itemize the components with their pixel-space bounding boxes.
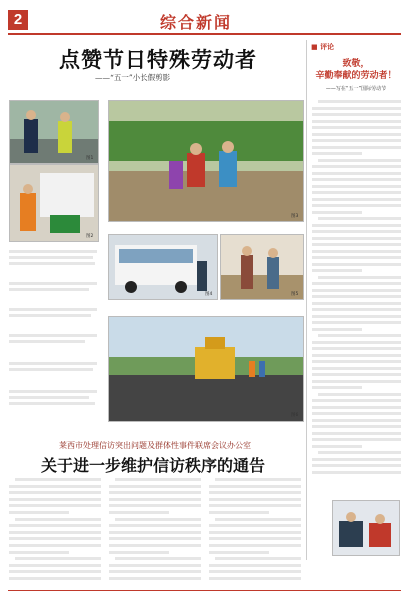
commentary-text-line	[312, 263, 401, 266]
photo-label-3: 图3	[291, 214, 299, 219]
commentary-text-line	[312, 178, 401, 181]
commentary-tag: ■ 评论	[311, 43, 335, 51]
commentary-text-line	[312, 230, 401, 233]
notice-text-line	[209, 504, 301, 507]
notice-text-line	[9, 577, 101, 580]
notice-text-line	[9, 544, 101, 547]
notice-text-line	[209, 531, 301, 534]
notice-text-line	[209, 491, 301, 494]
commentary-text-line	[312, 347, 401, 350]
notice-text-line	[9, 551, 69, 554]
notice-text-line	[109, 491, 201, 494]
notice-text-line	[209, 511, 269, 514]
commentary-text-line	[312, 432, 401, 435]
commentary-title-line1: 致敬，	[342, 59, 370, 69]
commentary-text-line	[312, 315, 401, 318]
section-title: 综合新闻	[160, 13, 233, 32]
commentary-text-line	[312, 256, 401, 259]
commentary-text-line	[318, 393, 401, 396]
photo-traffic-police-image	[10, 101, 98, 163]
commentary-text-line	[312, 386, 362, 389]
commentary-text-line	[318, 451, 401, 454]
commentary-text-line	[312, 373, 401, 376]
commentary-text-line	[312, 341, 401, 344]
notice-body	[9, 478, 301, 586]
commentary-text-line	[312, 295, 401, 298]
notice-text-line	[109, 537, 201, 540]
commentary-text-line	[318, 159, 401, 162]
notice-text-line	[209, 498, 301, 501]
commentary-text-line	[312, 224, 401, 227]
notice-text-line	[109, 570, 201, 573]
commentary-text-line	[312, 165, 401, 168]
notice-text-line	[15, 518, 101, 521]
commentary-text-line	[312, 146, 401, 149]
commentary-text-line	[312, 126, 401, 129]
notice-text-line	[209, 570, 301, 573]
notice-text-line	[209, 564, 301, 567]
feature-headline: 点赞节日特殊劳动者	[59, 47, 257, 72]
notice-text-line	[109, 564, 201, 567]
notice-text-line	[109, 544, 201, 547]
commentary-text-line	[312, 471, 401, 474]
commentary-text-line	[312, 139, 401, 142]
commentary-text-line	[312, 412, 401, 415]
commentary-text-line	[318, 334, 401, 337]
photo-planting-image	[109, 101, 303, 221]
commentary-text-line	[312, 269, 362, 272]
photo-label-6: 图6	[291, 413, 299, 418]
photo-orchard	[220, 234, 304, 300]
notice-text-line	[9, 524, 101, 527]
photo-sanitation	[9, 164, 99, 242]
feature-subhead: ——“五一”小长假剪影	[95, 73, 171, 82]
notice-text-line	[109, 577, 201, 580]
notice-text-line	[109, 551, 169, 554]
commentary-text-line	[312, 289, 401, 292]
notice-text-line	[109, 485, 201, 488]
notice-text-line	[209, 577, 301, 580]
commentary-text-line	[312, 120, 401, 123]
commentary-text-line	[312, 367, 401, 370]
page-number: 2	[8, 10, 28, 30]
notice-text-line	[209, 485, 301, 488]
photo-bus	[108, 234, 218, 300]
notice-text-line	[9, 531, 101, 534]
commentary-text-line	[312, 360, 401, 363]
photo-label-5: 图5	[291, 292, 299, 297]
commentary-text-line	[312, 438, 401, 441]
commentary-text-line	[312, 406, 401, 409]
commentary-text-line	[312, 380, 401, 383]
commentary-title-line2: 辛勤奉献的劳动者！	[315, 71, 397, 81]
commentary-text-line	[312, 191, 401, 194]
commentary-text-line	[312, 282, 401, 285]
notice-text-line	[9, 564, 101, 567]
commentary-text-line	[312, 328, 362, 331]
photo-label-4: 图4	[205, 292, 213, 297]
notice-text-line	[115, 478, 201, 481]
commentary-text-line	[312, 198, 401, 201]
photo-commentary-image	[333, 501, 399, 555]
notice-text-line	[109, 498, 201, 501]
notice-text-line	[9, 491, 101, 494]
commentary-text-line	[312, 172, 401, 175]
photo-label-2: 图2	[86, 234, 94, 239]
photo-commentary	[332, 500, 400, 556]
notice-text-line	[209, 551, 269, 554]
commentary-text-line	[318, 217, 401, 220]
notice-text-line	[109, 511, 169, 514]
commentary-text-line	[312, 152, 362, 155]
commentary-text-line	[312, 133, 401, 136]
photo-sanitation-image	[10, 165, 98, 241]
masthead-rule	[8, 33, 401, 35]
commentary-text-line	[318, 276, 401, 279]
notice-text-line	[209, 524, 301, 527]
notice-text-line	[209, 537, 301, 540]
commentary-text-line	[312, 211, 362, 214]
photo-orchard-image	[221, 235, 303, 299]
notice-text-line	[115, 557, 201, 560]
commentary-text-line	[312, 237, 401, 240]
commentary-text-line	[312, 308, 401, 311]
commentary-text-line	[312, 250, 401, 253]
photo-label-1: 图1	[86, 156, 94, 161]
notice-text-line	[15, 557, 101, 560]
commentary-text-line	[318, 100, 401, 103]
notice-text-line	[109, 524, 201, 527]
commentary-text-line	[312, 204, 401, 207]
commentary-body	[312, 100, 401, 480]
photo-traffic-police	[9, 100, 99, 164]
notice-text-line	[9, 504, 101, 507]
photo-road-paving	[108, 316, 304, 422]
notice-text-line	[215, 557, 301, 560]
commentary-title	[311, 58, 401, 82]
notice-text-line	[15, 478, 101, 481]
notice-text-line	[9, 511, 69, 514]
commentary-text-line	[312, 243, 401, 246]
photo-planting	[108, 100, 304, 222]
notice-text-line	[209, 544, 301, 547]
commentary-text-line	[312, 302, 401, 305]
commentary-subtitle: ——写在“五一”国际劳动节	[325, 86, 387, 92]
notice-text-line	[215, 478, 301, 481]
commentary-text-line	[312, 425, 401, 428]
notice-text-line	[9, 485, 101, 488]
column-separator	[306, 40, 307, 560]
commentary-text-line	[312, 113, 401, 116]
notice-text-line	[109, 531, 201, 534]
commentary-text-line	[312, 419, 401, 422]
commentary-text-line	[312, 354, 401, 357]
photo-bus-image	[109, 235, 217, 299]
notice-text-line	[109, 504, 201, 507]
notice-text-line	[115, 518, 201, 521]
photo-road-paving-image	[109, 317, 303, 421]
commentary-tag-label: 评论	[320, 43, 335, 51]
notice-text-line	[9, 537, 101, 540]
notice-text-line	[9, 498, 101, 501]
commentary-text-line	[312, 321, 401, 324]
notice-kicker: 莱西市处理信访突出问题及群体性事件联席会议办公室	[59, 441, 251, 450]
notice-text-line	[215, 518, 301, 521]
commentary-text-line	[312, 464, 401, 467]
notice-text-line	[9, 570, 101, 573]
commentary-text-line	[312, 399, 401, 402]
commentary-text-line	[312, 107, 401, 110]
commentary-text-line	[312, 445, 362, 448]
commentary-text-line	[312, 185, 401, 188]
notice-title: 关于进一步维护信访秩序的通告	[40, 456, 265, 475]
commentary-text-line	[312, 458, 401, 461]
bottom-rule	[8, 590, 401, 591]
